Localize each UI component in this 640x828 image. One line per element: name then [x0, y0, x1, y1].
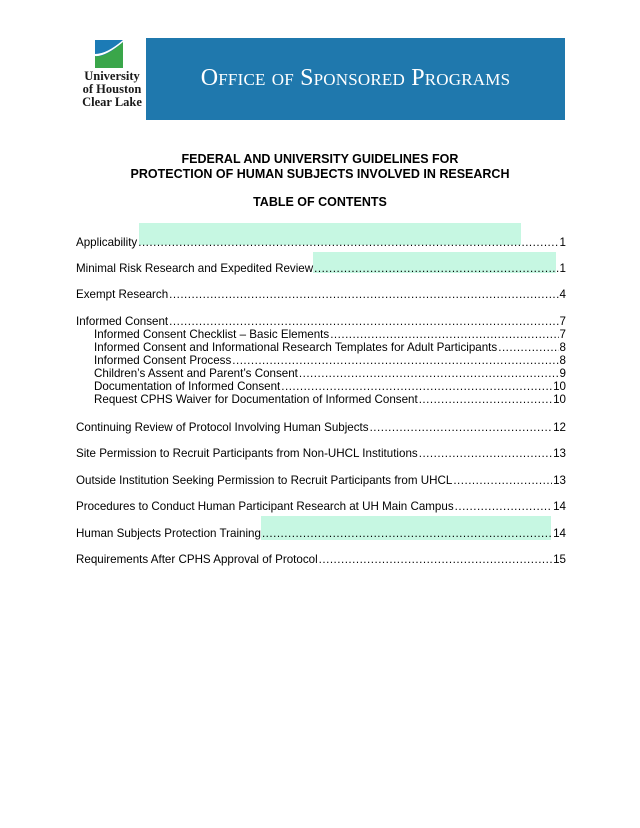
- toc-entry-label: Human Subjects Protection Training: [76, 527, 261, 540]
- logo-line-1: University: [84, 69, 140, 83]
- toc-entry-label: Continuing Review of Protocol Involving Human Subjects: [76, 421, 369, 434]
- toc-entry-exempt-research[interactable]: [76, 288, 566, 302]
- toc-entry-label: Request CPHS Waiver for Documentation of Informed Consent: [94, 393, 418, 406]
- toc-entry-informed-consent[interactable]: [76, 315, 566, 329]
- toc-entry-label: Procedures to Conduct Human Participant Research at UH Main Campus: [76, 500, 454, 513]
- toc-subentry-checklist[interactable]: [94, 328, 566, 342]
- toc-entry-minimal-risk[interactable]: [76, 262, 566, 276]
- toc-entry-label: Children’s Assent and Parent’s Consent: [94, 367, 298, 380]
- logo-line-3: Clear Lake: [82, 95, 142, 109]
- toc-subentry-waiver[interactable]: [94, 393, 566, 407]
- uhcl-logo-mark-icon: [95, 40, 123, 68]
- toc-entry-label: Documentation of Informed Consent: [94, 380, 281, 393]
- document-heading-line-1: FEDERAL AND UNIVERSITY GUIDELINES FOR: [181, 152, 459, 166]
- logo-line-2: of Houston: [82, 82, 142, 96]
- banner-title: Office of Sponsored Programs: [200, 65, 511, 91]
- toc-entry-protection-training[interactable]: [76, 527, 566, 541]
- toc-entry-continuing-review[interactable]: [76, 421, 566, 435]
- toc-entry-page: 1: [559, 236, 566, 249]
- toc-entry-label: Informed Consent Checklist – Basic Elements: [94, 328, 330, 341]
- toc-entry-label: Informed Consent: [76, 315, 169, 328]
- toc-entry-page: 12: [553, 421, 566, 434]
- toc-entry-page: 13: [553, 474, 566, 487]
- toc-entry-page: 14: [553, 500, 566, 513]
- logo-wordmark: [76, 70, 148, 109]
- toc-subentry-documentation[interactable]: [94, 380, 566, 394]
- toc-entry-page: 14: [553, 527, 566, 540]
- toc-entry-label: Minimal Risk Research and Expedited Review: [76, 262, 314, 275]
- toc-entry-page: 10: [553, 380, 566, 393]
- toc-entry-page: 4: [559, 288, 566, 301]
- toc-subentry-assent[interactable]: [94, 367, 566, 381]
- toc-entry-page: 8: [559, 341, 566, 354]
- toc-entry-label: Site Permission to Recruit Participants from Non-UHCL Institutions: [76, 447, 418, 460]
- toc-entry-requirements-after-approval[interactable]: [76, 553, 566, 567]
- toc-entry-label: Exempt Research: [76, 288, 169, 301]
- toc-entry-site-permission[interactable]: [76, 447, 566, 461]
- toc-entry-page: 15: [553, 553, 566, 566]
- toc-title: TABLE OF CONTENTS: [253, 195, 387, 209]
- toc-entry-page: 1: [559, 262, 566, 275]
- toc-entry-page: 8: [559, 354, 566, 367]
- toc-entry-label: Informed Consent and Informational Research Templates for Adult Participants: [94, 341, 498, 354]
- toc-entry-page: 7: [559, 315, 566, 328]
- toc-subentry-process[interactable]: [94, 354, 566, 368]
- header-banner: [146, 38, 565, 120]
- toc-entry-uh-main-campus[interactable]: [76, 500, 566, 514]
- toc-entry-label: Requirements After CPHS Approval of Protocol: [76, 553, 318, 566]
- toc-entry-outside-institution[interactable]: [76, 474, 566, 488]
- toc-subentry-templates[interactable]: [94, 341, 566, 355]
- toc-entry-page: 13: [553, 447, 566, 460]
- toc-entry-page: 9: [559, 367, 566, 380]
- toc-entry-label: Applicability: [76, 236, 138, 249]
- toc-entry-page: 7: [559, 328, 566, 341]
- toc-entry-label: Informed Consent Process: [94, 354, 232, 367]
- toc-entry-page: 10: [553, 393, 566, 406]
- document-heading-line-2: PROTECTION OF HUMAN SUBJECTS INVOLVED IN RESEARCH: [130, 167, 510, 181]
- toc-entry-applicability[interactable]: [76, 236, 566, 250]
- toc-entry-label: Outside Institution Seeking Permission to Recruit Participants from UHCL: [76, 474, 453, 487]
